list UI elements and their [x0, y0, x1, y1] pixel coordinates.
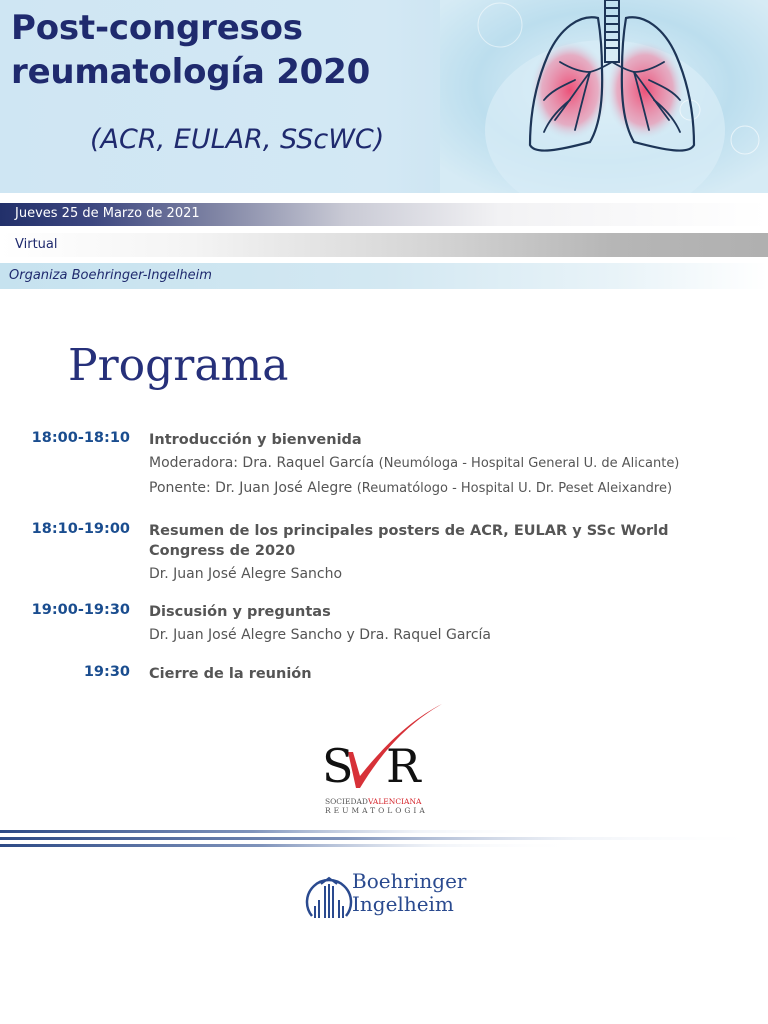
agenda-speaker	[149, 477, 749, 500]
event-title-line1: Post-congresos	[11, 8, 303, 48]
organizer-bar	[0, 263, 768, 289]
agenda-title: Introducción y bienvenida	[149, 432, 362, 448]
date-bar	[0, 203, 768, 226]
boehringer-line2: Ingelheim	[352, 892, 454, 916]
agenda-title-line1: Resumen de los principales posters de ACR, EULAR y SSc World	[149, 523, 669, 539]
moderator-affiliation: (Neumóloga - Hospital General U. de Alicante)	[378, 456, 680, 471]
venue-bar	[0, 233, 768, 257]
speaker-affiliation: (Reumatólogo - Hospital U. Dr. Peset Aleixandre)	[356, 481, 673, 496]
agenda-speaker: Dr. Juan José Alegre Sancho	[149, 566, 343, 582]
event-title	[11, 6, 370, 94]
event-organizer: Organiza Boehringer-Ingelheim	[9, 268, 212, 283]
event-subtitle: (ACR, EULAR, SScWC)	[90, 124, 385, 155]
event-title-line2: reumatología 2020	[11, 52, 371, 92]
boehringer-ingelheim-logo	[300, 868, 475, 928]
event-venue: Virtual	[15, 237, 58, 252]
svg-text:VALENCIANA: VALENCIANA	[368, 797, 422, 806]
lungs-illustration-icon	[440, 0, 768, 193]
svg-text:REUMATOLOGIA: REUMATOLOGIA	[325, 806, 428, 815]
agenda-moderator	[149, 452, 749, 475]
agenda-time: 19:00-19:30	[31, 602, 130, 618]
header-banner	[0, 0, 768, 193]
event-date: Jueves 25 de Marzo de 2021	[15, 206, 200, 221]
agenda-title: Cierre de la reunión	[149, 666, 312, 682]
svr-checkmark-icon	[320, 700, 450, 818]
programa-heading: Programa	[68, 340, 289, 391]
svg-text:SOCIEDAD: SOCIEDAD	[325, 797, 368, 806]
svg-text:S: S	[322, 739, 354, 793]
boehringer-wordmark	[352, 870, 467, 916]
agenda-time: 18:10-19:00	[31, 521, 130, 537]
decorative-lines	[0, 828, 768, 850]
agenda-time: 18:00-18:10	[31, 430, 130, 446]
agenda-time: 19:30	[83, 664, 130, 680]
moderator-name: Moderadora: Dra. Raquel García	[149, 455, 375, 471]
speaker-name: Ponente: Dr. Juan José Alegre	[149, 480, 353, 496]
boehringer-line1: Boehringer	[352, 869, 467, 893]
svg-text:R: R	[386, 739, 421, 793]
agenda-title: Discusión y preguntas	[149, 604, 331, 620]
agenda-title-line2: Congress de 2020	[149, 543, 296, 559]
boehringer-emblem-icon	[304, 870, 354, 926]
svr-logo	[320, 700, 450, 818]
agenda-speakers: Dr. Juan José Alegre Sancho y Dra. Raquel García	[149, 627, 492, 643]
